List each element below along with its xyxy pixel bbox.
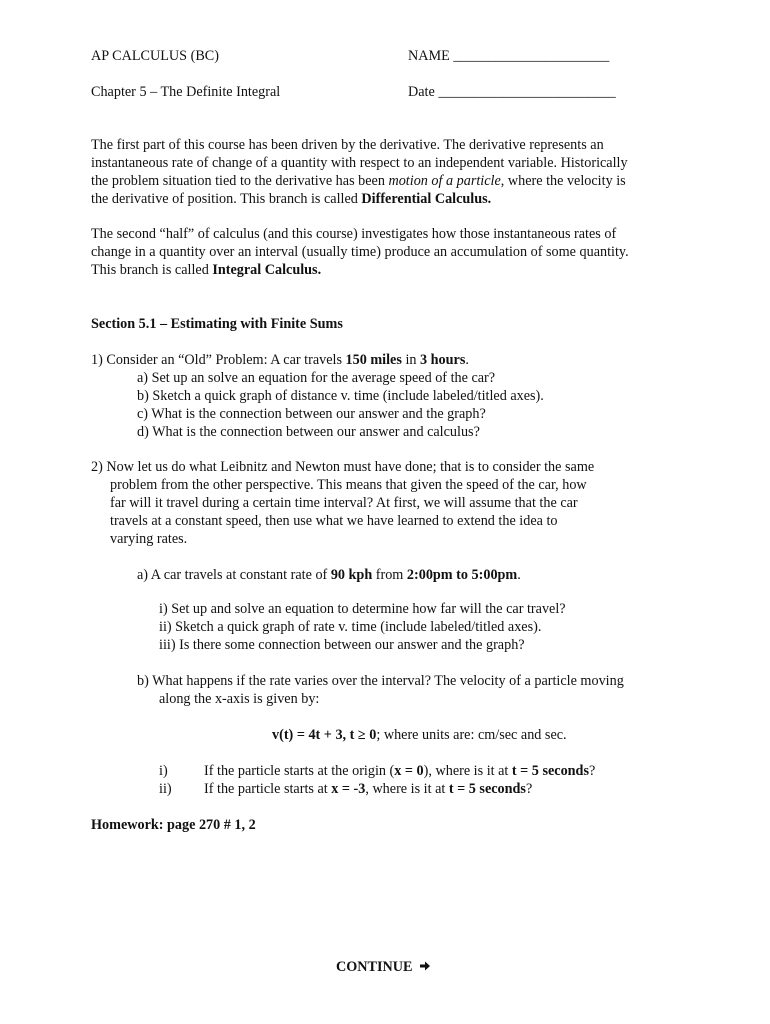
- question-2b-i: If the particle starts at the origin (x = 0), where is it at t = 5 seconds?: [204, 763, 596, 779]
- integral-calculus-term: Integral Calculus.: [212, 262, 322, 278]
- question-2b-ii: If the particle starts at x = -3, where is it at t = 5 seconds?: [204, 781, 533, 797]
- date-field-label: Date _________________________: [408, 84, 616, 100]
- emphasis-text: motion of a particle: [388, 173, 501, 189]
- intro-p1-line4: the derivative of position. This branch is called Differential Calculus.: [91, 191, 492, 207]
- question-1c: c) What is the connection between our answer and the graph?: [137, 406, 486, 422]
- question-2b-line2: along the x-axis is given by:: [159, 691, 320, 707]
- chapter-title: Chapter 5 – The Definite Integral: [91, 84, 281, 100]
- question-2a: a) A car travels at constant rate of 90 kph from 2:00pm to 5:00pm.: [137, 567, 521, 583]
- question-1d: d) What is the connection between our answer and calculus?: [137, 424, 480, 440]
- question-1a: a) Set up an solve an equation for the average speed of the car?: [137, 370, 496, 386]
- question-2a-ii: ii) Sketch a quick graph of rate v. time (include labeled/titled axes).: [159, 619, 542, 635]
- question-2-line4: travels at a constant speed, then use what we have learned to extend the idea to: [110, 513, 558, 529]
- intro-p1-line3: the problem situation tied to the derivative has been motion of a particle, where the velocity is: [91, 173, 626, 189]
- question-2-line3: far will it travel during a certain time interval? At first, we will assume that the car: [110, 495, 578, 511]
- intro-p2-line2: change in a quantity over an interval (usually time) produce an accumulation of some quantity.: [91, 244, 629, 260]
- question-2-line1: 2) Now let us do what Leibnitz and Newton must have done; that is to consider the same: [91, 459, 595, 475]
- velocity-equation: v(t) = 4t + 3, t ≥ 0; where units are: cm/sec and sec.: [272, 727, 567, 743]
- question-2a-iii: iii) Is there some connection between our answer and the graph?: [159, 637, 525, 653]
- differential-calculus-term: Differential Calculus.: [361, 191, 492, 207]
- question-2a-i: i) Set up and solve an equation to determine how far will the car travel?: [159, 601, 566, 617]
- question-1b: b) Sketch a quick graph of distance v. time (include labeled/titled axes).: [137, 388, 544, 404]
- question-2b-line1: b) What happens if the rate varies over the interval? The velocity of a particle moving: [137, 673, 624, 689]
- question-2-line2: problem from the other perspective. This means that given the speed of the car, how: [110, 477, 587, 493]
- question-2-line5: varying rates.: [110, 531, 188, 547]
- intro-p2-line3: This branch is called Integral Calculus.: [91, 262, 322, 278]
- question-1-stem: 1) Consider an “Old” Problem: A car travels 150 miles in 3 hours.: [91, 352, 469, 368]
- name-field-label: NAME ______________________: [408, 48, 610, 64]
- question-2b-ii-number: ii): [159, 781, 172, 797]
- right-arrow-icon: [419, 959, 431, 977]
- homework-assignment: Homework: page 270 # 1, 2: [91, 817, 256, 833]
- intro-p1-line2: instantaneous rate of change of a quantity with respect to an independent variable. Historically: [91, 155, 628, 171]
- intro-p2-line1: The second “half” of calculus (and this course) investigates how those instantaneous rates of: [91, 226, 617, 242]
- intro-p1-line1: The first part of this course has been driven by the derivative. The derivative represents an: [91, 137, 604, 153]
- question-2b-i-number: i): [159, 763, 168, 779]
- section-heading: Section 5.1 – Estimating with Finite Sums: [91, 316, 343, 332]
- course-title: AP CALCULUS (BC): [91, 48, 219, 64]
- continue-label: CONTINUE: [336, 958, 431, 977]
